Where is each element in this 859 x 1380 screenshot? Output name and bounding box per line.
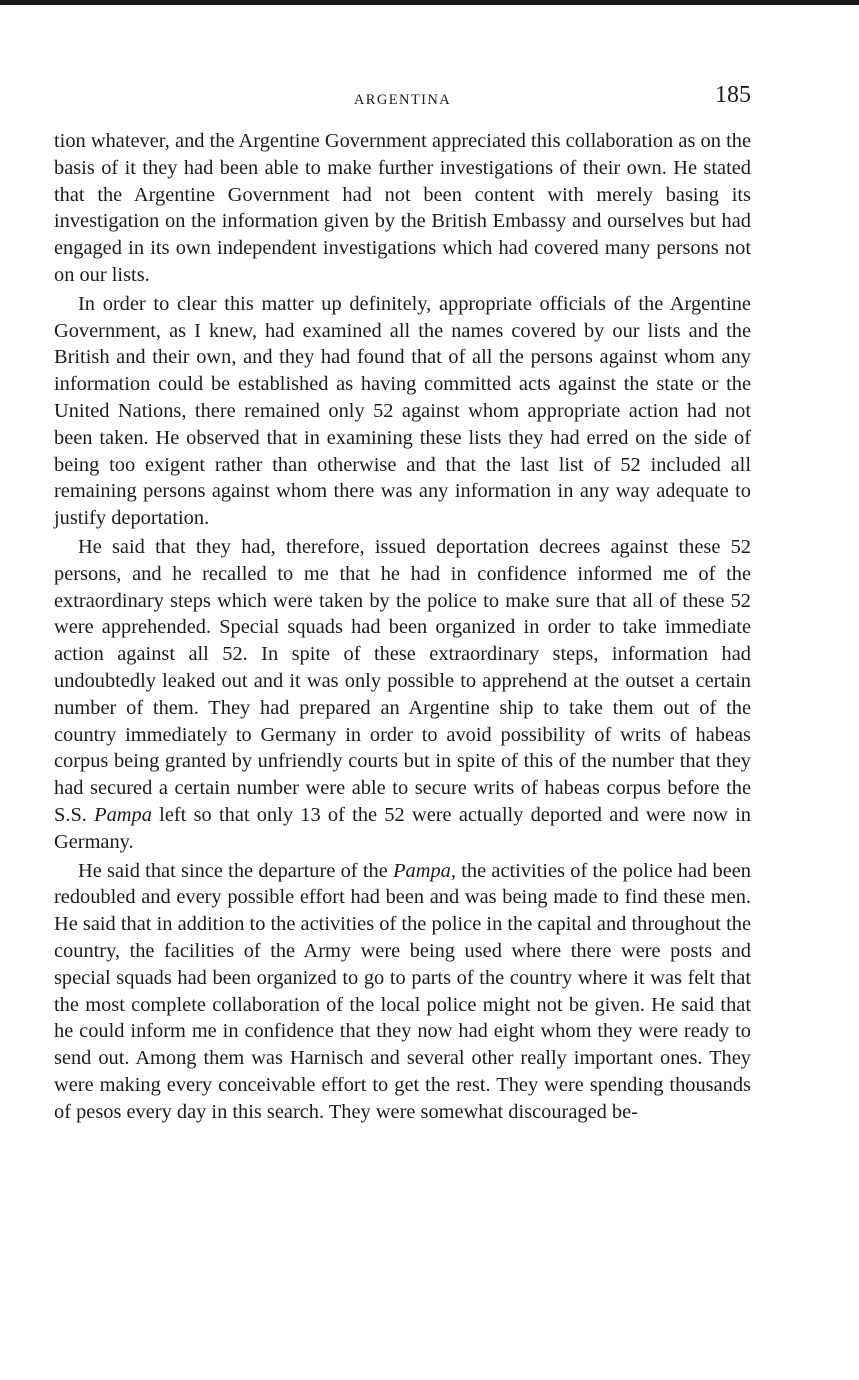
- paragraph-text: left so that only 13 of the 52 were actually deported and were now in Germany.: [54, 803, 751, 853]
- paragraph-text: He said that since the departure of the: [78, 859, 388, 882]
- running-header: [54, 82, 751, 114]
- paragraph: [54, 291, 751, 532]
- paragraph-text: , the activities of the police had been redoubled and every possible effort had been and was being made to find these men. He said that in addition to the activities of the police in the capital and throughout the country, the facilities of the Army were being used where there were posts and special squads had been organized to go to parts of the country where it was felt that the most complete collaboration of the local police might not be given. He said that he could inform me in confidence that they now had eight whom they were ready to send out. Among them was Harnisch and several other really important ones. They were making every conceivable effort to get the rest. They were spending thousands of pesos every day in this search. They were somewhat discouraged be-: [54, 859, 751, 1123]
- paragraph: [54, 858, 751, 1126]
- paragraph-text: In order to clear this matter up definitely, appropriate officials of the Argentine Government, as I knew, had examined all the names covered by our lists and the British and their own, and they had found that of all the persons against whom any information could be established as having committed acts against the state or the United Nations, there remained only 52 against whom appropriate action had not been taken. He observed that in examining these lists they had erred on the side of being too exigent rather than otherwise and that the last list of 52 included all remaining persons against whom there was any information in any way adequate to justify deportation.: [54, 292, 751, 530]
- ship-name-italic: Pampa: [94, 803, 152, 826]
- page-top-border: [0, 0, 859, 5]
- page-number: 185: [715, 82, 751, 108]
- paragraph-text: tion whatever, and the Argentine Government appreciated this collaboration as on the basis of it they had been able to make further investigations of their own. He stated that the Argentine Government had not been content with merely basing its investigation on the information given by the British Embassy and ourselves but had engaged in its own independent investigations which had covered many persons not on our lists.: [54, 130, 751, 286]
- running-title: ARGENTINA: [353, 92, 452, 108]
- paragraph: [54, 534, 751, 856]
- paragraph-text: He said that they had, therefore, issued deportation decrees against these 52 persons, and he recalled to me that he had in confidence informed me of the extraordinary steps which were taken by the police to make sure that all of these 52 were apprehended. Special squads had been organized in order to take immediate action against all 52. In spite of these extraordinary steps, information had undoubtedly leaked out and it was only possible to apprehend at the outset a certain number of them. They had prepared an Argentine ship to take them out of the country immediately to Germany in order to avoid possibility of writs of habeas corpus being granted by unfriendly courts but in spite of this of the number that they had secured a certain number were able to secure writs of habeas corpus before the S.S.: [54, 535, 751, 826]
- paragraph-continued: [54, 128, 751, 289]
- ship-name-italic: Pampa: [393, 859, 451, 882]
- document-page: [54, 82, 751, 1125]
